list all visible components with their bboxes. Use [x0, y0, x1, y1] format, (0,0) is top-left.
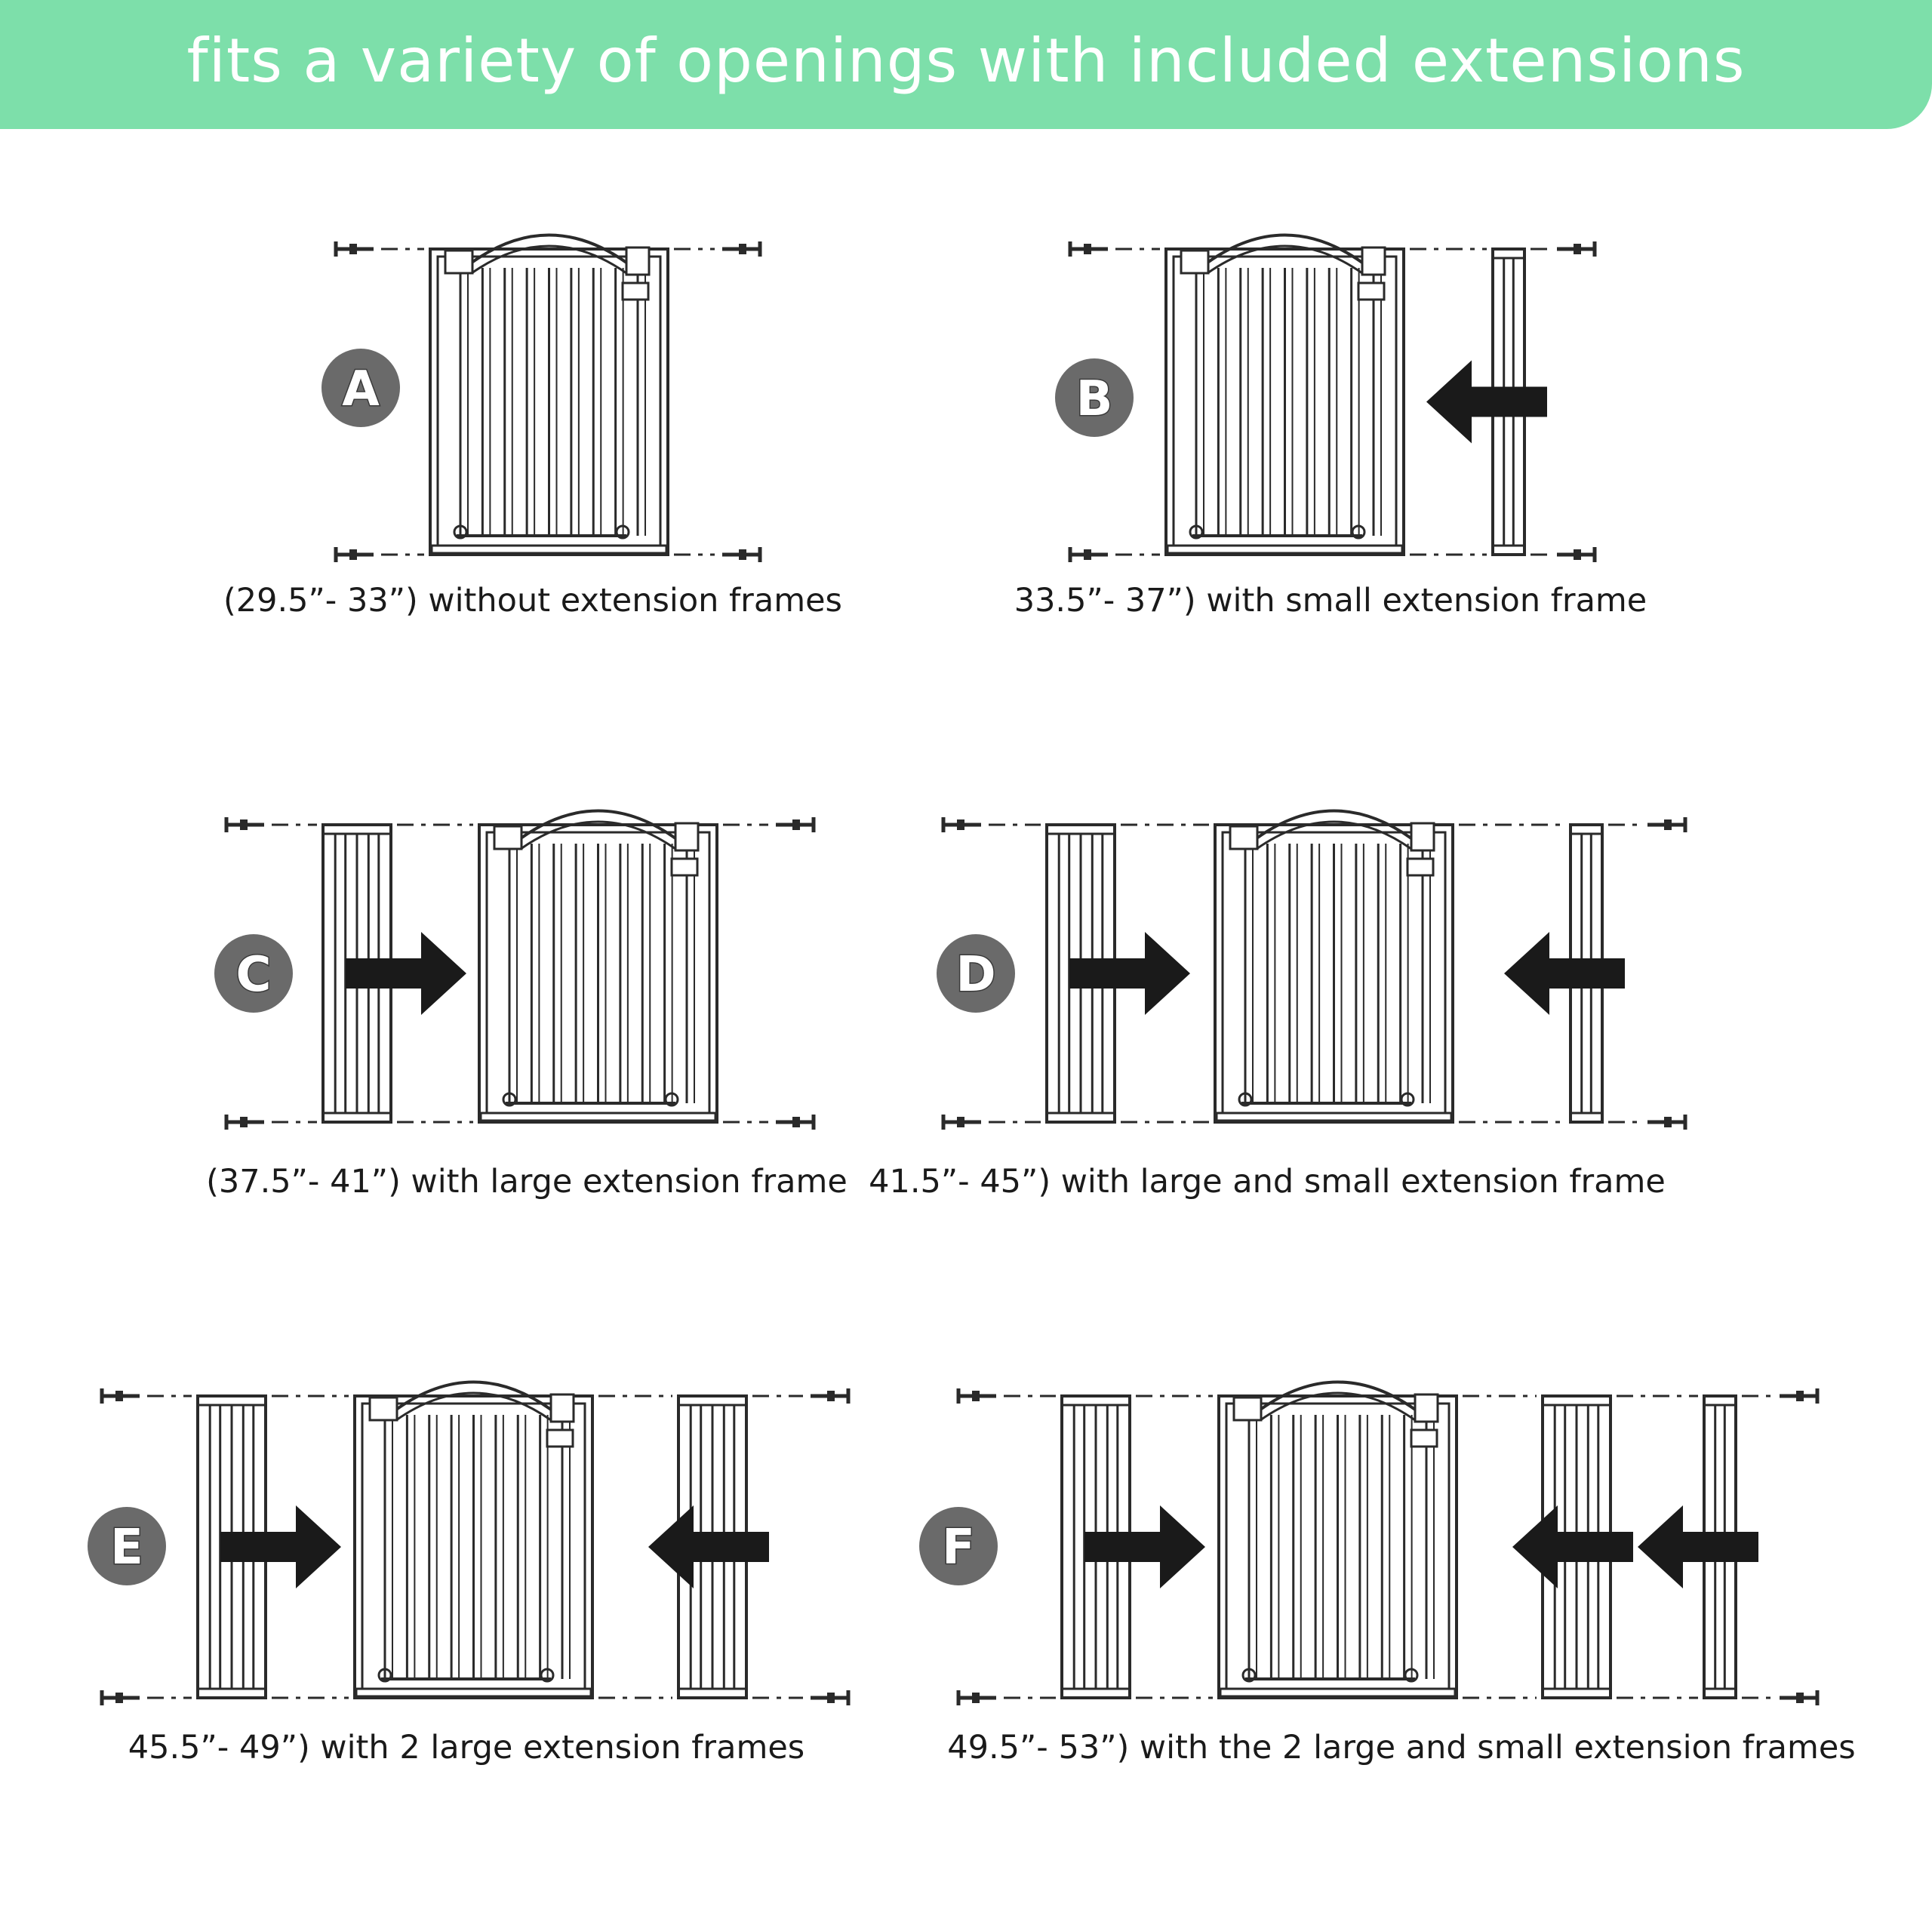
- gate-hinge: [494, 826, 521, 849]
- gate-hinge: [1181, 251, 1208, 273]
- screw-nut: [349, 244, 357, 254]
- configuration-a: [223, 235, 842, 620]
- gate-hinge: [370, 1398, 397, 1420]
- screw-nut: [1796, 1391, 1804, 1401]
- gate-hinge: [1234, 1398, 1261, 1420]
- gate-hinge: [445, 251, 472, 273]
- caption-d: 41.5”- 45”) with large and small extension frame: [869, 1163, 1666, 1201]
- gate-floor-bar: [1217, 1113, 1451, 1121]
- screw-nut: [792, 819, 800, 830]
- gate-floor-bar: [432, 546, 666, 553]
- caption-a: (29.5”- 33”) without extension frames: [223, 582, 842, 620]
- gate-latch: [623, 283, 648, 300]
- badge-letter: C: [235, 947, 272, 1003]
- gate-hinge: [551, 1394, 574, 1422]
- screw-nut: [240, 819, 248, 830]
- configuration-c: [206, 811, 848, 1201]
- gate-hinge: [1411, 823, 1434, 850]
- gate-latch: [1358, 283, 1384, 300]
- badge-letter: D: [955, 947, 996, 1003]
- screw-nut: [972, 1693, 980, 1703]
- screw-nut: [827, 1693, 835, 1703]
- screw-nut: [1664, 1117, 1672, 1127]
- screw-nut: [240, 1117, 248, 1127]
- badge-letter: B: [1075, 371, 1113, 427]
- gate-hinge: [1362, 248, 1385, 275]
- screw-nut: [739, 549, 746, 560]
- screw-nut: [1084, 244, 1091, 254]
- gate-floor-bar: [1168, 546, 1402, 553]
- gate-hinge: [626, 248, 649, 275]
- caption-f: 49.5”- 53”) with the 2 large and small extension frames: [947, 1729, 1856, 1766]
- caption-c: (37.5”- 41”) with large extension frame: [206, 1163, 848, 1201]
- gate-latch: [1407, 859, 1433, 875]
- screw-nut: [739, 244, 746, 254]
- screw-nut: [792, 1117, 800, 1127]
- page-title: fits a variety of openings with included extensions: [186, 26, 1746, 96]
- gate-floor-bar: [1220, 1689, 1455, 1696]
- screw-nut: [1084, 549, 1091, 560]
- screw-nut: [1574, 549, 1581, 560]
- arrow-left-icon: [1426, 361, 1547, 444]
- configuration-d: [869, 811, 1685, 1201]
- screw-nut: [957, 1117, 964, 1127]
- screw-nut: [972, 1391, 980, 1401]
- screw-nut: [1664, 819, 1672, 830]
- gate-latch: [1411, 1430, 1437, 1447]
- gate-latch: [547, 1430, 573, 1447]
- caption-b: 33.5”- 37”) with small extension frame: [1014, 582, 1647, 620]
- screw-nut: [1796, 1693, 1804, 1703]
- badge-letter: E: [110, 1520, 143, 1576]
- badge-letter: A: [342, 361, 380, 417]
- gate-hinge: [675, 823, 698, 850]
- screw-nut: [957, 819, 964, 830]
- screw-nut: [827, 1391, 835, 1401]
- screw-nut: [349, 549, 357, 560]
- badge-letter: F: [942, 1520, 975, 1576]
- screw-nut: [1574, 244, 1581, 254]
- configuration-f: [919, 1382, 1856, 1767]
- screw-nut: [115, 1693, 123, 1703]
- gate-latch: [672, 859, 697, 875]
- arrow-left-icon: [1638, 1505, 1758, 1588]
- gate-hinge: [1415, 1394, 1438, 1422]
- gate-floor-bar: [481, 1113, 715, 1121]
- gate-floor-bar: [356, 1689, 591, 1696]
- arrow-left-icon: [1504, 932, 1625, 1015]
- configuration-b: [1014, 235, 1647, 620]
- gate-hinge: [1230, 826, 1257, 849]
- screw-nut: [115, 1391, 123, 1401]
- configuration-layer: [88, 235, 1856, 1767]
- configuration-e: [88, 1382, 848, 1767]
- caption-e: 45.5”- 49”) with 2 large extension frames: [128, 1729, 805, 1766]
